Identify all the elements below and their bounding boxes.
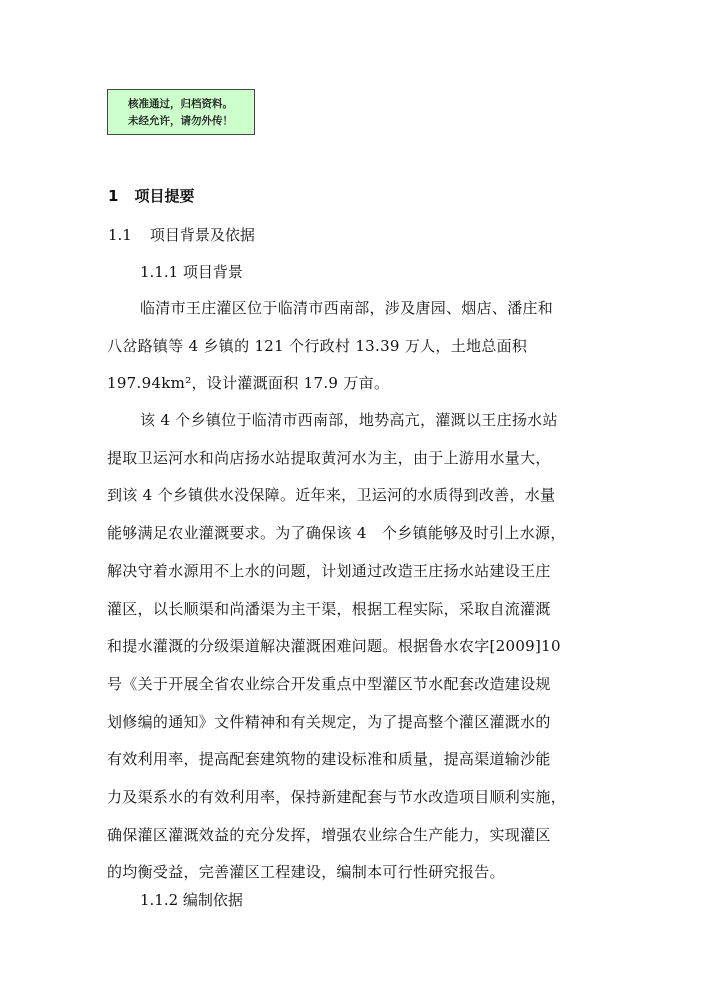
paragraph-line: 和提水灌溉的分级渠道解决灌溉困难问题。根据鲁水农字[2009]10: [107, 637, 561, 656]
paragraph-line: 到该 4 个乡镇供水没保障。近年来，卫运河的水质得到改善，水量: [107, 486, 556, 505]
paragraph-line: 提取卫运河水和尚店扬水站提取黄河水为主，由于上游用水量大，: [107, 448, 551, 467]
paragraph-line: 确保灌区灌溉效益的充分发挥，增强农业综合生产能力，实现灌区: [107, 825, 551, 844]
paragraph-line: 有效利用率，提高配套建筑物的建设标准和质量，提高渠道输沙能: [107, 750, 551, 769]
paragraph-line: 能够满足农业灌溉要求。为了确保该 4 个乡镇能够及时引上水源，: [107, 524, 566, 543]
paragraph-line: 划修编的通知》文件精神和有关规定，为了提高整个灌区灌溉水的: [107, 712, 551, 731]
notice-line-2: 未经允许，请勿外传！: [128, 115, 233, 127]
paragraph-project-background: [107, 402, 597, 892]
subsection-number: 1.1: [108, 226, 132, 244]
paragraph-line: 力及渠系水的有效利用率，保持新建配套与节水改造项目顺利实施，: [107, 788, 567, 807]
paragraph-line: 号《关于开展全省农业综合开发重点中型灌区节水配套改造建设规: [107, 674, 551, 693]
paragraph-line: 该 4 个乡镇位于临清市西南部，地势高亢，灌溉以王庄扬水站: [140, 411, 558, 429]
paragraph-line: 197.94km²，设计灌溉面积 17.9 万亩。: [107, 374, 390, 393]
subsubsection-heading-1-1-2: 1.1.2 编制依据: [140, 891, 243, 909]
paragraph-line: 解决守着水源用不上水的问题，计划通过改造王庄扬水站建设王庄: [107, 561, 551, 580]
subsubsection-heading-1-1-1: 1.1.1 项目背景: [140, 263, 243, 281]
section-heading-1: [108, 185, 194, 206]
paragraph-line: 临清市王庄灌区位于临清市西南部，涉及唐园、烟店、潘庄和: [140, 299, 554, 317]
paragraph-line: 八岔路镇等 4 乡镇的 121 个行政村 13.39 万人，土地总面积: [107, 336, 528, 355]
paragraph-project-location: [107, 290, 597, 403]
paragraph-line: 灌区，以长顺渠和尚潘渠为主干渠，根据工程实际，采取自流灌溉: [107, 599, 551, 618]
paragraph-line: 的均衡受益，完善灌区工程建设，编制本可行性研究报告。: [107, 863, 505, 882]
section-number: 1: [108, 187, 119, 205]
subsection-title: 项目背景及依据: [149, 226, 255, 244]
notice-line-1: 核准通过，归档资料。: [128, 98, 233, 110]
approval-notice-stamp: [107, 89, 255, 135]
subsection-heading-1-1: [108, 224, 255, 245]
section-title: 项目提要: [134, 187, 195, 205]
